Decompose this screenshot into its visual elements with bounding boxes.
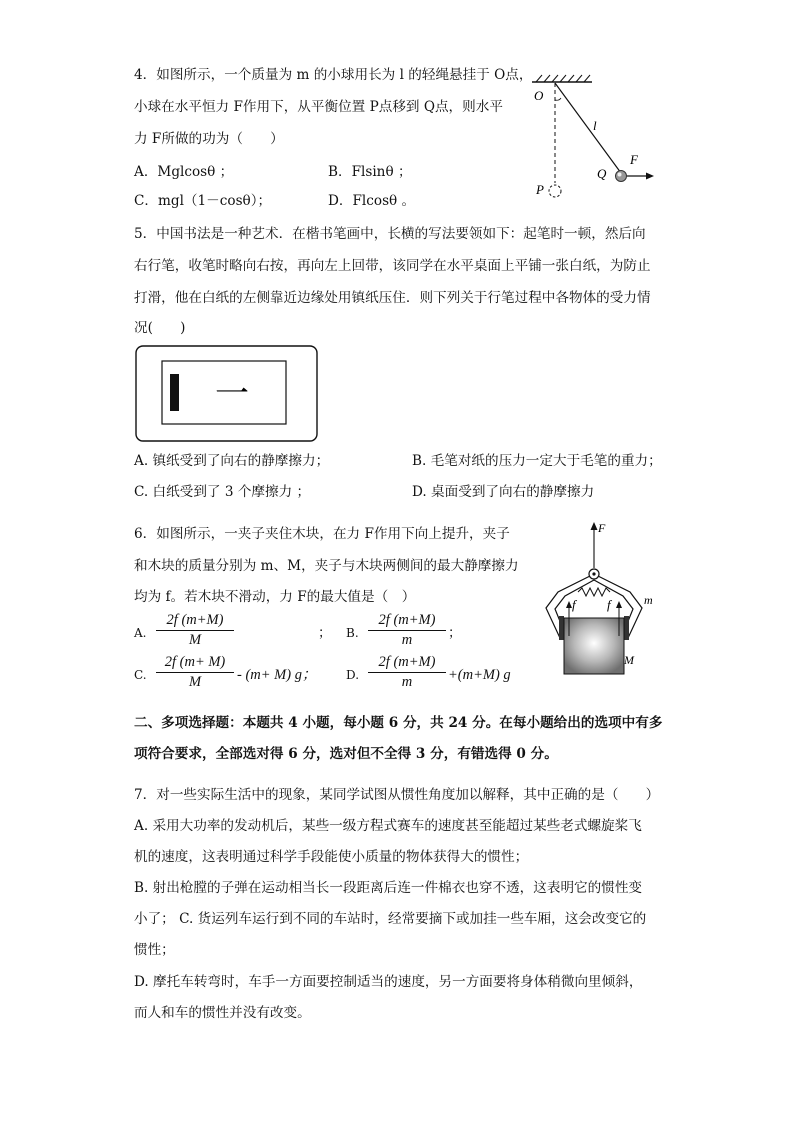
q7-option-d-line2: 而人和车的惯性并没有改变。 [134,1005,311,1021]
q4-option-a: A．Mglcosθ ； [134,164,234,180]
q4-fig-label-q: Q [597,166,607,181]
q7-option-c-line2: 惯性； [134,942,175,958]
q5-fig-stroke-char: 一 [215,376,249,413]
q6-option-c-label: C. [134,668,147,682]
q5-stem-line3: 打滑，他在白纸的左侧靠近边缘处用镇纸压住．则下列关于行笔过程中各物体的受力情 [134,290,651,306]
q6-stem-line1: 6．如图所示，一夹子夹住木块，在力 F作用下向上提升，夹子 [134,526,510,542]
q6-option-a-fraction [156,612,234,649]
q4-fig-label-o: O [534,88,544,103]
q7-option-b-line1: B. 射出枪膛的子弹在运动相当长一段距离后连一件棉衣也穿不透，这表明它的惯性变 [134,880,643,896]
q4-stem-line3: 力 F所做的功为（ ） [134,131,284,147]
q6-option-b-denominator: m [401,632,413,648]
q6-option-b-label: B. [346,626,359,640]
q7-stem-line1: 7．对一些实际生活中的现象，某同学试图从惯性角度加以解释，其中正确的是（ ） [134,787,660,803]
q5-option-d: D. 桌面受到了向右的静摩擦力 [412,484,595,500]
section2-heading-line1: 二、多项选择题：本题共 4 小题，每小题 6 分，共 24 分。在每小题给出的选项中有多 [134,715,663,731]
q7-option-a-line1: A. 采用大功率的发动机后，某些一级方程式赛车的速度甚至能超过某些老式螺旋桨飞 [134,818,642,834]
q6-option-d-denominator: m [401,674,413,690]
q5-stem-line2: 右行笔，收笔时略向右按，再向左上回带，该同学在水平桌面上平铺一张白纸，为防止 [134,258,651,274]
q4-fig-label-p: P [536,182,544,197]
q6-stem-line2: 和木块的质量分别为 m、M，夹子与木块两侧间的最大静摩擦力 [134,558,519,574]
q4-option-b: B．Flsinθ ； [328,164,412,180]
q6-option-b-fraction [368,612,446,649]
q4-pendulum-figure [520,70,670,210]
q6-clamp-figure [538,518,668,688]
q7-option-bc-line: 小了； C. 货运列车运行到不同的车站时，经常要摘下或加挂一些车厢，这会改变它的 [134,911,647,927]
q5-calligraphy-figure [135,345,319,443]
q6-fig-label-f-left: f [572,597,576,612]
q7-option-a-line2: 机的速度，这表明通过科学手段能使小质量的物体获得大的惯性； [134,849,529,865]
q4-stem-line2: 小球在水平恒力 F作用下，从平衡位置 P点移到 Q点，则水平 [134,99,503,115]
section2-heading-line2: 项符合要求，全部选对得 6 分，选对但不全得 3 分，有错选得 0 分。 [134,746,558,762]
q6-option-a-numerator: 2f (m+M) [156,612,234,631]
q4-option-c: C．mgl（1－cosθ）； [134,193,272,209]
q5-option-a: A. 镇纸受到了向右的静摩擦力； [134,453,330,469]
q6-option-d-tail: +(m+M) g [448,667,511,683]
q5-stem-line4: 况( ) [134,320,186,336]
q6-stem-line3: 均为 f。若木块不滑动，力 F的最大值是（ ） [134,589,416,605]
paperweight-shape [170,374,179,411]
q6-option-d-numerator: 2f (m+M) [368,654,446,673]
q6-option-a-label: A. [134,626,147,640]
q6-option-c-fraction [156,654,234,691]
q5-option-b: B. 毛笔对纸的压力一定大于毛笔的重力； [412,453,662,469]
q5-stem-line1: 5．中国书法是一种艺术．在楷书笔画中，长横的写法要领如下：起笔时一顿，然后向 [134,226,646,242]
q6-fig-label-f-force: F [598,521,606,535]
q6-option-c-tail: - (m+ M) g； [237,667,317,683]
q6-fig-label-m: m [644,593,653,607]
q6-option-c-denominator: M [188,674,202,690]
q6-fig-label-f-right: f [607,597,611,612]
q6-option-a-denominator: M [188,632,202,648]
q7-option-d-line1: D. 摩托车转弯时，车手一方面要控制适当的速度，另一方面要将身体稍微向里倾斜， [134,974,643,990]
q6-option-d-label: D. [346,668,360,682]
q4-fig-label-l: l [593,118,597,133]
q4-fig-label-f: F [630,152,638,167]
q6-fig-label-big-m: M [624,653,634,667]
q5-option-c: C. 白纸受到了 3 个摩擦力 ； [134,484,311,500]
q6-option-b-numerator: 2f (m+M) [368,612,446,631]
q6-option-b-separator: ； [448,625,462,641]
q6-option-c-numerator: 2f (m+ M) [156,654,234,673]
q4-option-d: D．Flcosθ 。 [328,193,416,209]
q6-option-a-separator: ； [318,625,332,641]
q4-stem-line1: 4．如图所示，一个质量为 m 的小球用长为 l 的轻绳悬挂于 O点， [134,67,533,83]
q6-option-d-fraction [368,654,446,691]
